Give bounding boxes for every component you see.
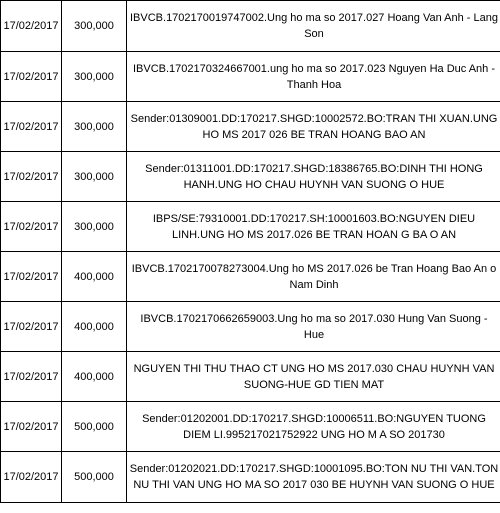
description-cell: IBVCB.1702170078273004.Ung ho MS 2017.026 be Tran Hoang Bao An o Nam Dinh xyxy=(127,252,500,302)
description-cell: IBVCB.1702170324667001.ung ho ma so 2017.023 Nguyen Ha Duc Anh - Thanh Hoa xyxy=(127,52,500,102)
date-cell: 17/02/2017 xyxy=(1,102,62,152)
date-cell: 17/02/2017 xyxy=(1,202,62,252)
amount-cell: 500,000 xyxy=(62,452,127,503)
table-row xyxy=(1,52,500,102)
amount-cell: 400,000 xyxy=(62,352,127,402)
table-row xyxy=(1,102,500,152)
table-row xyxy=(1,202,500,252)
date-cell: 17/02/2017 xyxy=(1,402,62,452)
table-row xyxy=(1,252,500,302)
amount-cell: 300,000 xyxy=(62,52,127,102)
description-cell: Sender:01309001.DD:170217.SHGD:10002572.BO:TRAN THI XUAN.UNG HO MS 2017 026 BE TRAN HOANG BAO AN xyxy=(127,102,500,152)
date-cell: 17/02/2017 xyxy=(1,1,62,52)
description-cell: Sender:01202021.DD:170217.SHGD:10001095.BO:TON NU THI VAN.TON NU THI VAN UNG HO MA SO 2017 030 BE HUYNH VAN SUONG O HUE xyxy=(127,452,500,503)
date-cell: 17/02/2017 xyxy=(1,252,62,302)
date-cell: 17/02/2017 xyxy=(1,302,62,352)
date-cell: 17/02/2017 xyxy=(1,452,62,503)
date-cell: 17/02/2017 xyxy=(1,152,62,202)
table-row xyxy=(1,302,500,352)
table-row xyxy=(1,1,500,52)
table-row xyxy=(1,352,500,402)
amount-cell: 400,000 xyxy=(62,252,127,302)
description-cell: Sender:01311001.DD:170217.SHGD:18386765.BO:DINH THI HONG HANH.UNG HO CHAU HUYNH VAN SUONG O HUE xyxy=(127,152,500,202)
description-cell: IBPS/SE:79310001.DD:170217.SH:10001603.BO:NGUYEN DIEU LINH.UNG HO MS 2017.026 BE TRAN HOAN G BA O AN xyxy=(127,202,500,252)
amount-cell: 300,000 xyxy=(62,202,127,252)
amount-cell: 300,000 xyxy=(62,152,127,202)
table-row xyxy=(1,402,500,452)
amount-cell: 300,000 xyxy=(62,102,127,152)
date-cell: 17/02/2017 xyxy=(1,352,62,402)
description-cell: IBVCB.1702170019747002.Ung ho ma so 2017.027 Hoang Van Anh - Lang Son xyxy=(127,1,500,52)
table-row xyxy=(1,152,500,202)
date-cell: 17/02/2017 xyxy=(1,52,62,102)
description-cell: IBVCB.1702170662659003.Ung ho ma so 2017.030 Hung Van Suong - Hue xyxy=(127,302,500,352)
description-cell: Sender:01202001.DD:170217.SHGD:10006511.BO:NGUYEN TUONG DIEM LI.995217021752922 UNG HO M A SO 201730 xyxy=(127,402,500,452)
amount-cell: 400,000 xyxy=(62,302,127,352)
table-row xyxy=(1,452,500,503)
amount-cell: 300,000 xyxy=(62,1,127,52)
amount-cell: 500,000 xyxy=(62,402,127,452)
description-cell: NGUYEN THI THU THAO CT UNG HO MS 2017.030 CHAU HUYNH VAN SUONG-HUE GD TIEN MAT xyxy=(127,352,500,402)
